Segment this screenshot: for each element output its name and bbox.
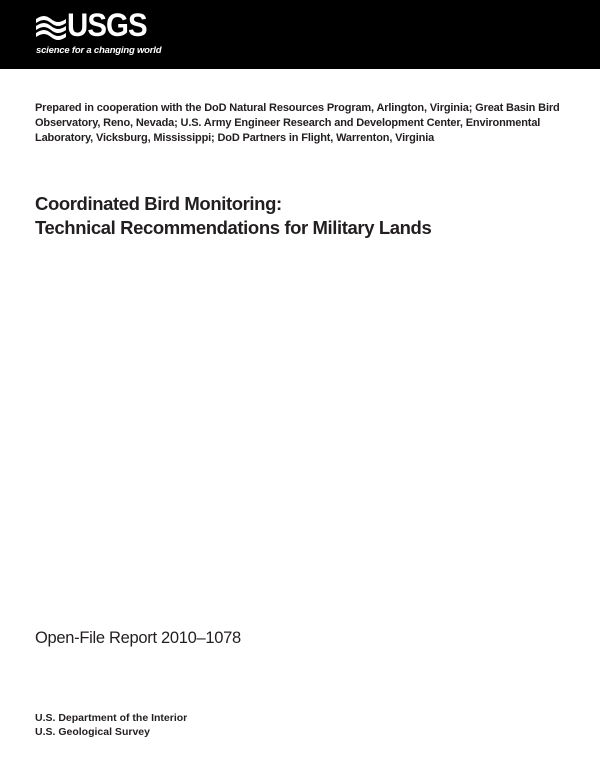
usgs-wave-mark-icon [36, 15, 66, 41]
cooperation-statement: Prepared in cooperation with the DoD Natural Resources Program, Arlington, Virginia; Great Basin Bird Observatory, Reno, Nevada; U.S. Army Engineer Research and Development Center, Environmental Laboratory, Vicksburg, Mississippi; DoD Partners in Flight, Warrenton, Virginia [35, 102, 560, 144]
usgs-logo [36, 7, 186, 59]
title-line-2: Technical Recommendations for Military Lands [35, 217, 432, 238]
report-number: Open-File Report 2010–1078 [35, 629, 241, 647]
agency-block [35, 711, 187, 739]
report-title [35, 192, 565, 240]
title-line-1: Coordinated Bird Monitoring: [35, 193, 282, 214]
logo-wordmark: USGS [67, 7, 147, 43]
header-band [0, 0, 600, 69]
logo-tagline: science for a changing world [36, 45, 162, 56]
department-name: U.S. Department of the Interior [35, 712, 188, 724]
survey-name: U.S. Geological Survey [35, 726, 150, 738]
